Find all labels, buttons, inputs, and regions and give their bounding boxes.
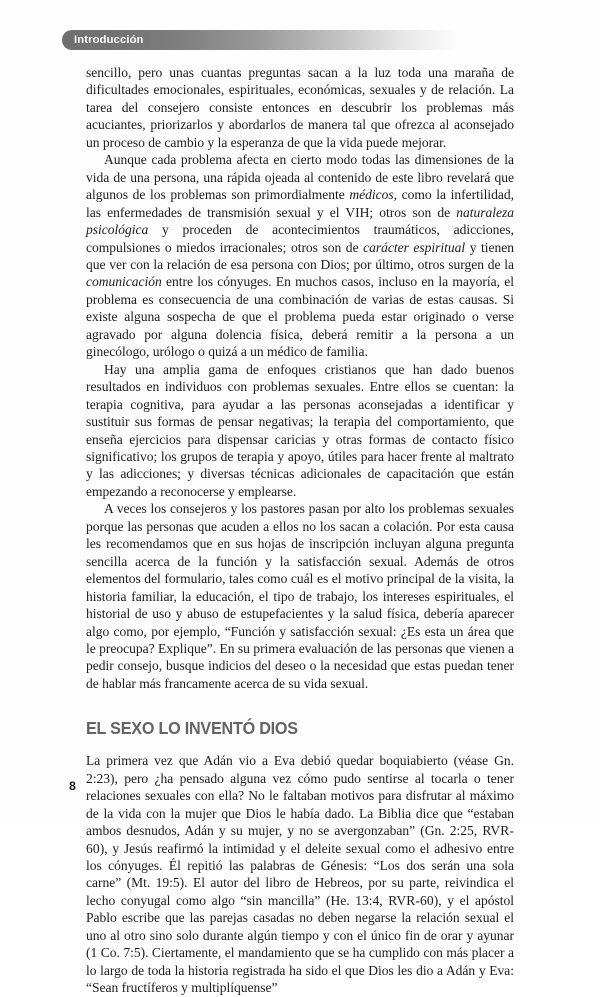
running-header-label: Introducción: [74, 34, 144, 46]
bible-version-abbrev: RVR-60: [86, 823, 514, 856]
body-paragraph: [86, 500, 514, 692]
text-run: entre los cónyuges. En muchos casos, incluso en la mayoría, el problema es consecuencia de una combinación de varias de estas causas. Si existe alguna sospecha de que el problema pueda estar originado o verse agravado por alguna dolencia física, deberá remitir a la persona a un ginecólogo, urólogo o quizá a un médico de familia.: [86, 274, 514, 360]
emphasis-text: médicos: [349, 187, 394, 203]
page-number: 8: [69, 779, 76, 793]
text-run: A veces los consejeros y los pastores pasan por alto los problemas sexuales porque las personas que acuden a ellos no los sacan a colación. Por esta causa les recomendamos que en sus hojas de inscripción incluyan alguna pregunta sencilla acerca de la función y la satisfacción sexual. Además de otros elementos del formulario, tales como cuál es el motivo principal de la visita, la historia familiar, la educación, el tipo de trabajo, los intereses espirituales, el historial de uso y abuso de estupefacientes y la salud física, debería aparecer algo como, por ejemplo, “Función y satisfacción sexual: ¿Es esta un área que le preocupa? Explique”. En su primera evaluación de las personas que vienen a pedir consejo, busque indicios del deseo o la necesidad que estas puedan tener de hablar más francamente acerca de su vida sexual.: [86, 501, 514, 691]
text-run: , como la infertilidad, las enfermedades de transmisión sexual y el VIH; otros son de: [86, 187, 514, 220]
section-heading-wrap: [86, 692, 514, 752]
intro-paragraphs: [86, 64, 514, 692]
body-paragraph: [86, 361, 514, 501]
body-paragraph: [86, 752, 514, 996]
section-paragraphs: [86, 752, 514, 996]
text-run: La primera vez que Adán vio a Eva debió quedar boquiabierto (véase Gn. 2:23), pero ¿ha pensado alguna vez cómo pudo sentirse al tocarla o tener relaciones sexuales con ella? No le faltaban motivos para disfrutar al máximo de la vida con la mujer que Dios le había dado. La Biblia dice que “estaban ambos desnudos, Adán y su mujer, y no se avergonzaban” (Gn. 2:25,: [86, 753, 514, 839]
text-run: y tienen que ver con la relación de esa persona con Dios; por último, otros surgen de la: [86, 239, 515, 272]
text-run: ), y Jesús reafirmó la intimidad y el deleite sexual como el adhesivo entre los cónyuges. Él repitió las palabras de Génesis: “Los dos serán una sola carne” (Mt. 19:5). El autor del libro de Hebreos, por su parte, reivindica el lecho conyugal como algo “sin mancilla” (He. 13:4,: [86, 840, 514, 908]
body-paragraph: [86, 64, 514, 151]
emphasis-text: carácter espiritual: [363, 239, 466, 255]
body-paragraph: [86, 151, 514, 360]
emphasis-text: naturaleza psicológica: [86, 204, 514, 238]
text-run: Aunque cada problema afecta en cierto modo todas las dimensiones de la vida de una persona, una rápida ojeada al contenido de este libro revelará que algunos de los problemas son primordialmente: [86, 152, 514, 203]
text-run: y proceden de acontecimientos traumáticos, adicciones, compulsiones o miedos irracionales; otros son de: [86, 222, 514, 255]
text-run: Hay una amplia gama de enfoques cristianos que han dado buenos resultados en individuos con problemas sexuales. Entre ellos se cuentan: la terapia cognitiva, para ayudar a las personas aconsejadas a identificar y sustituir sus formas de pensar negativas; la terapia del comportamiento, que enseña ejercicios para dispensar caricias y otras formas de contacto físico significativo; los grupos de terapia y apoyo, útiles para hacer frente al maltrato y las adicciones; y diversas técnicas adicionales de capacitación que están empezando a reconocerse y emplearse.: [86, 361, 514, 499]
section-heading: EL SEXO LO INVENTÓ DIOS: [86, 718, 298, 739]
text-run: sencillo, pero unas cuantas preguntas sacan a la luz toda una maraña de dificultades emocionales, espirituales, económicas, sexuales y de relación. La tarea del consejero consiste entonces en descubrir los problemas más acuciantes, priorizarlos y abordarlos de manera tal que ofrezca al aconsejado un proceso de cambio y la esperanza de que la vida puede mejorar.: [86, 65, 514, 150]
emphasis-text: comunicación: [86, 274, 162, 290]
text-run: ), y el apóstol Pablo escribe que las parejas casadas no deben negarse la relación sexual el uno al otro sino solo durante algún tiempo y con el único fin de orar y ayunar (1 Co. 7:5). Ciertamente, el mandamiento que se ha cumplido con más placer a lo largo de toda la historia registrada ha sido el que Dios les dio a Adán y Eva: “Sean fructíferos y multiplíquense”: [86, 892, 514, 996]
bible-version-abbrev: RVR-60: [388, 892, 434, 908]
text-column: [86, 64, 514, 997]
